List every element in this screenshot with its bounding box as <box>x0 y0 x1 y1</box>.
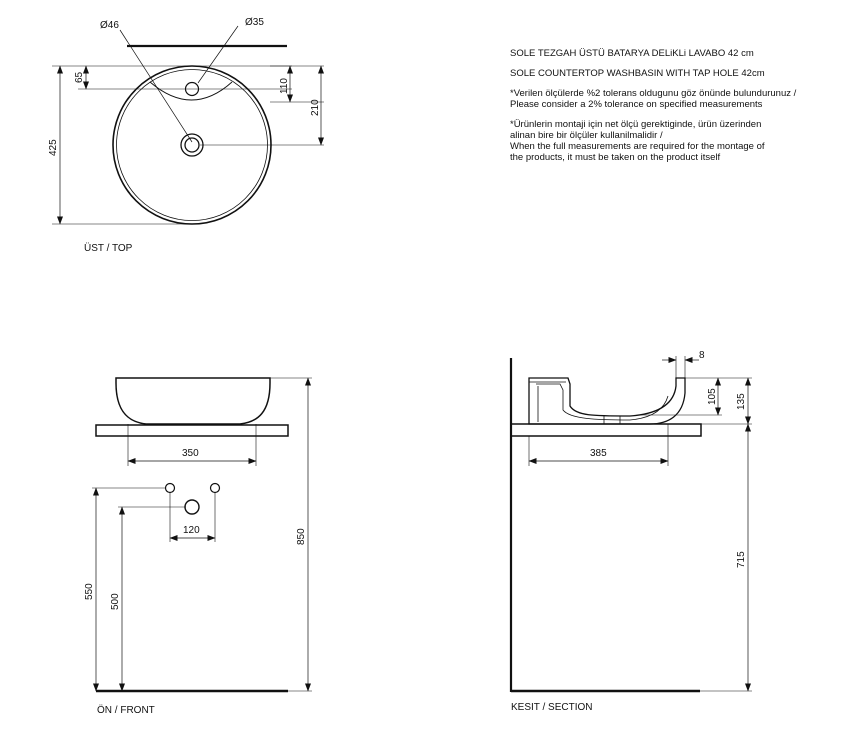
tap-deck <box>150 82 232 100</box>
montage-line-3: When the full measurements are required for the montage of <box>510 141 765 152</box>
drain-inner <box>185 138 199 152</box>
view-label-front: ÖN / FRONT <box>97 705 155 716</box>
drain-outer <box>181 134 203 156</box>
dim-110: 110 <box>279 78 290 94</box>
dim-385: 385 <box>590 448 607 459</box>
section-view <box>511 356 752 692</box>
montage-note <box>510 119 850 163</box>
dim-65: 65 <box>74 71 85 83</box>
dim-550: 550 <box>84 583 95 600</box>
montage-line-1: *Ürünlerin montaji için net ölçü gerektiginde, ürün üzerinden <box>510 119 762 130</box>
countertop-front <box>96 425 288 436</box>
dim-500: 500 <box>110 593 121 610</box>
dim-715: 715 <box>736 551 747 568</box>
dim-d35: Ø35 <box>245 17 264 28</box>
view-label-section: KESIT / SECTION <box>511 702 593 713</box>
tolerance-en: Please consider a 2% tolerance on specified measurements <box>510 99 763 110</box>
view-label-top: ÜST / TOP <box>84 243 133 254</box>
top-view <box>52 26 324 224</box>
basin-section-inner <box>536 384 668 420</box>
waste-outlet <box>185 500 199 514</box>
front-view <box>92 378 312 691</box>
dim-210: 210 <box>310 99 321 116</box>
tolerance-tr: *Verilen ölçülerde %2 tolerans oldugunu göz önünde bulundurunuz / <box>510 88 797 99</box>
water-inlet-right <box>211 484 220 493</box>
product-notes <box>510 48 850 172</box>
countertop-section <box>511 424 701 436</box>
title-tr: SOLE TEZGAH ÜSTÜ BATARYA DELiKLi LAVABO 42 cm <box>510 48 754 59</box>
basin-front-profile <box>116 378 270 424</box>
dim-120: 120 <box>183 525 200 536</box>
dim-350: 350 <box>182 448 199 459</box>
water-inlet-left <box>166 484 175 493</box>
dim-850: 850 <box>296 528 307 545</box>
title-en: SOLE COUNTERTOP WASHBASIN WITH TAP HOLE 42cm <box>510 68 765 79</box>
basin-section-shell <box>529 378 685 424</box>
dim-105: 105 <box>707 388 718 405</box>
montage-line-4: the products, it must be taken on the product itself <box>510 152 721 163</box>
tolerance-note <box>510 88 850 110</box>
montage-line-2: alinan bire bir ölçüler kullanilmalidir / <box>510 130 663 141</box>
dim-425: 425 <box>48 139 59 156</box>
dim-d46: Ø46 <box>100 20 119 31</box>
dim-135: 135 <box>736 393 747 410</box>
dim-8: 8 <box>699 350 705 361</box>
